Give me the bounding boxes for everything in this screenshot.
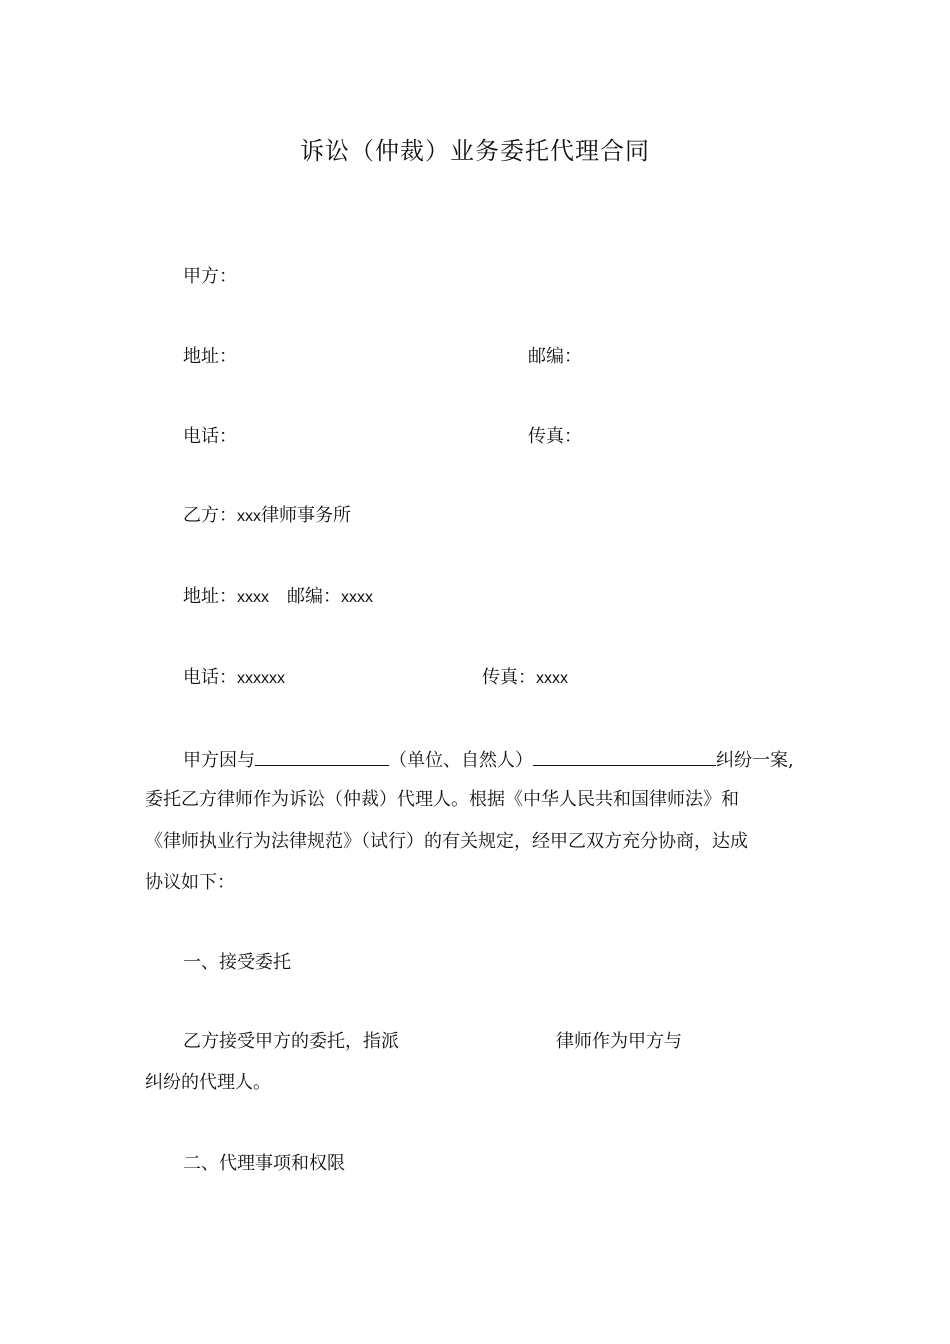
party-a-address-label: 地址： [183, 346, 237, 367]
party-b-phone-line [183, 669, 285, 687]
party-a-fax-label: 传真： [528, 426, 582, 447]
party-a-postcode-label: 邮编： [528, 346, 582, 367]
intro-line-2: 委托乙方律师作为诉讼（仲裁）代理人。根据《中华人民共和国律师法》和 [145, 789, 739, 810]
party-b-name-suffix: 律师事务所 [261, 505, 351, 526]
party-b-name-value: xxx [237, 508, 261, 525]
party-b-name-line [183, 507, 351, 525]
party-b-postcode-value: xxxx [341, 589, 373, 606]
party-b-phone-label: 电话： [183, 667, 237, 688]
party-a-label: 甲方： [183, 266, 237, 287]
party-b-address-value: xxxx [237, 589, 269, 606]
intro-part-2: （单位、自然人） [389, 750, 533, 771]
party-b-fax-label: 传真： [482, 667, 536, 688]
party-b-postcode-label: 邮编： [287, 586, 341, 607]
party-a-phone-label: 电话： [183, 426, 237, 447]
intro-line-4: 协议如下： [145, 872, 235, 893]
intro-line-1 [183, 749, 794, 770]
dispute-blank [533, 749, 716, 766]
document-title: 诉讼（仲裁）业务委托代理合同 [300, 137, 650, 165]
intro-part-3: 纠纷一案, [716, 750, 794, 771]
party-b-fax-value: xxxx [536, 670, 568, 687]
intro-line-3: 《律师执业行为法律规范》（试行）的有关规定，经甲乙双方充分协商，达成 [145, 831, 748, 852]
party-b-fax-line [482, 669, 568, 687]
intro-part-1: 甲方因与 [183, 750, 255, 771]
party-b-address-line [183, 588, 373, 606]
party-b-address-label: 地址： [183, 586, 237, 607]
section-1-body-part-1: 乙方接受甲方的委托，指派 [183, 1031, 399, 1052]
party-b-phone-value: xxxxxx [237, 670, 285, 687]
section-2-heading: 二、代理事项和权限 [183, 1153, 345, 1174]
section-1-body-line-2: 纠纷的代理人。 [145, 1072, 271, 1093]
section-1-heading: 一、接受委托 [183, 952, 291, 973]
section-1-body-part-2: 律师作为甲方与 [556, 1031, 682, 1052]
counterparty-blank [255, 749, 389, 766]
party-b-label: 乙方： [183, 505, 237, 526]
